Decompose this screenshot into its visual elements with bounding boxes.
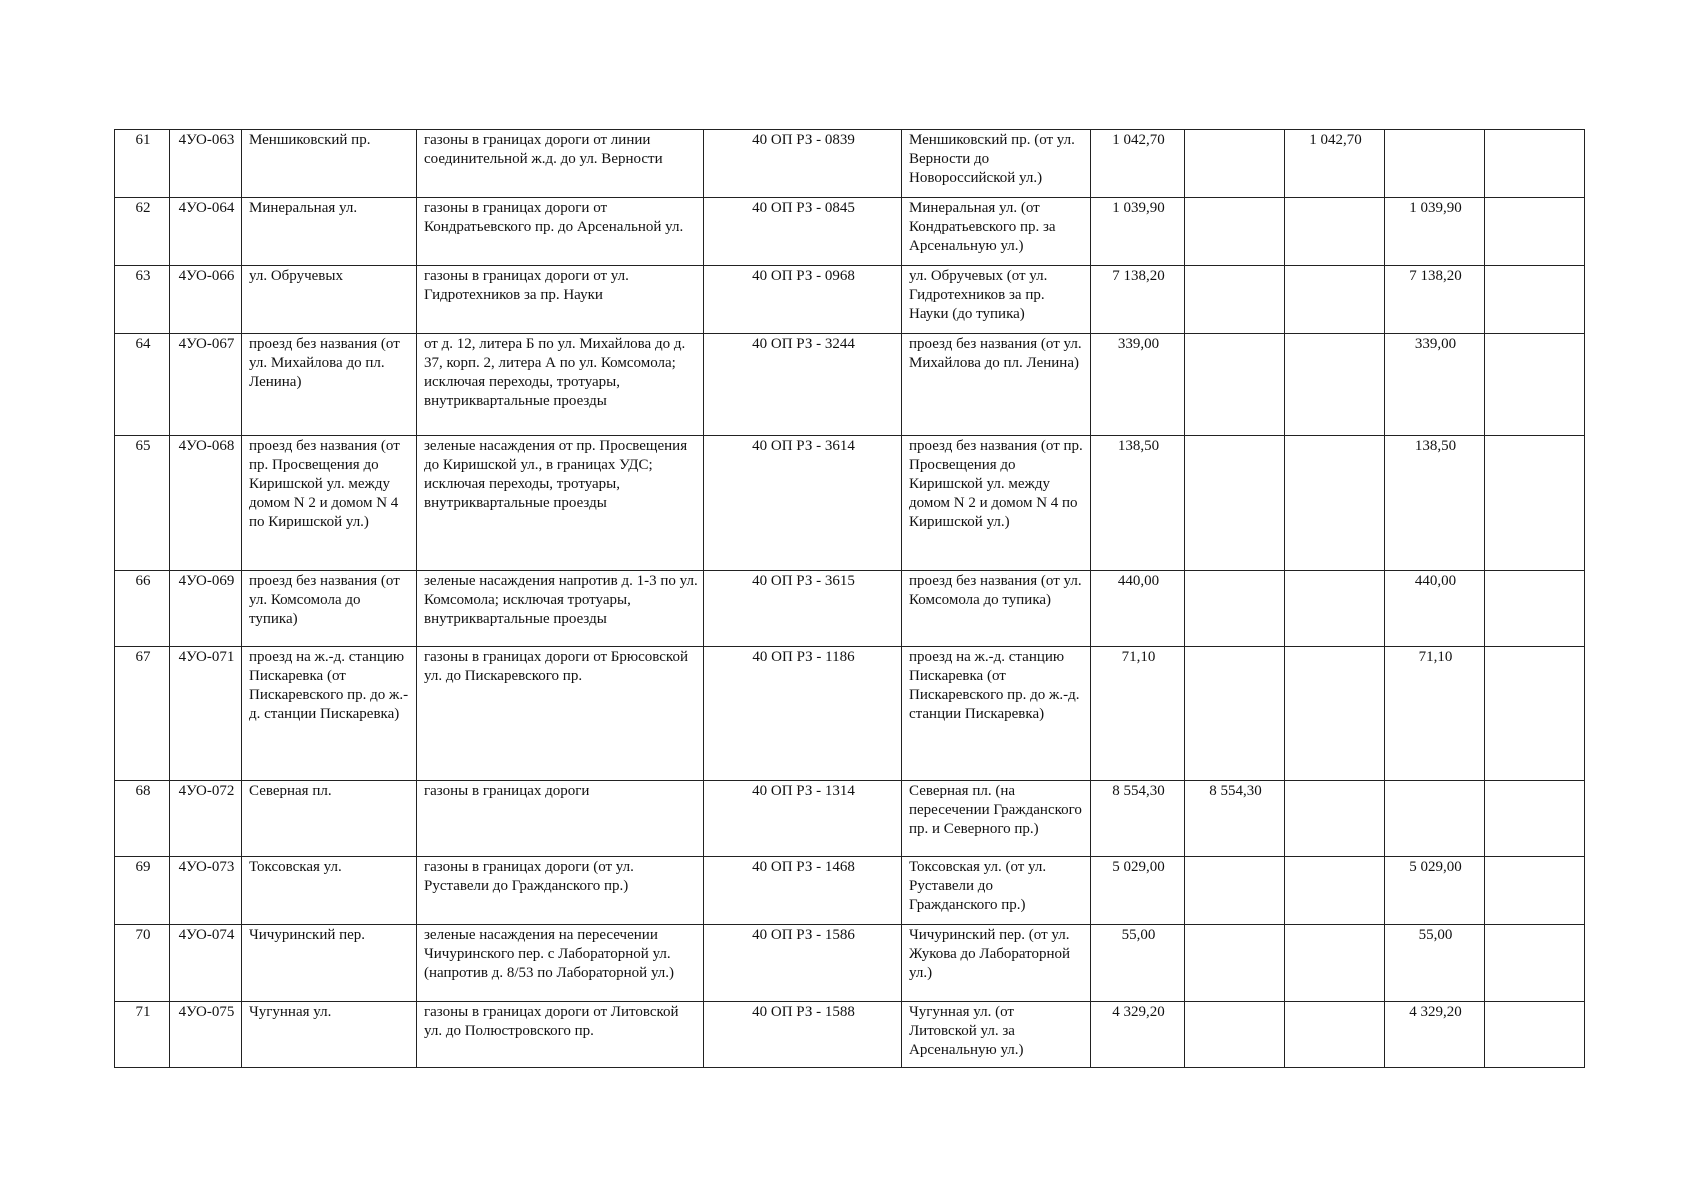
object-description: газоны в границах дороги от ул. Гидротехников за пр. Науки: [417, 266, 704, 334]
area-total: 7 138,20: [1091, 266, 1185, 334]
table-row: [115, 1002, 1585, 1068]
object-description: зеленые насаждения напротив д. 1-3 по ул. Комсомола; исключая тротуары, внутриквартальные проезды: [417, 571, 704, 647]
area-col-3: 55,00: [1385, 925, 1485, 1002]
area-col-2: 1 042,70: [1285, 130, 1385, 198]
road-name: проезд на ж.-д. станцию Пискаревка (от Пискаревского пр. до ж.-д. станции Пискаревка): [902, 647, 1091, 781]
object-name: проезд без названия (от ул. Комсомола до тупика): [242, 571, 417, 647]
area-col-4: [1485, 436, 1585, 571]
object-code: 4УО-072: [170, 781, 242, 857]
row-number: 64: [115, 334, 170, 436]
object-name: Меншиковский пр.: [242, 130, 417, 198]
area-col-3: 4 329,20: [1385, 1002, 1485, 1068]
area-total: 71,10: [1091, 647, 1185, 781]
area-col-2: [1285, 857, 1385, 925]
row-number: 62: [115, 198, 170, 266]
road-registry-id: 40 ОП РЗ - 0968: [704, 266, 902, 334]
table-row: [115, 334, 1585, 436]
area-col-2: [1285, 571, 1385, 647]
road-registry-id: 40 ОП РЗ - 0845: [704, 198, 902, 266]
road-name: проезд без названия (от пр. Просвещения до Киришской ул. между домом N 2 и домом N 4 по Киришской ул.): [902, 436, 1091, 571]
road-registry-id: 40 ОП РЗ - 1186: [704, 647, 902, 781]
area-col-3: 5 029,00: [1385, 857, 1485, 925]
road-registry-id: 40 ОП РЗ - 0839: [704, 130, 902, 198]
area-col-3: 138,50: [1385, 436, 1485, 571]
area-col-1: [1185, 857, 1285, 925]
area-col-4: [1485, 925, 1585, 1002]
area-total: 339,00: [1091, 334, 1185, 436]
area-col-3: [1385, 781, 1485, 857]
object-name: Минеральная ул.: [242, 198, 417, 266]
area-col-2: [1285, 647, 1385, 781]
area-total: 4 329,20: [1091, 1002, 1185, 1068]
area-col-2: [1285, 925, 1385, 1002]
area-col-3: 71,10: [1385, 647, 1485, 781]
table-row: [115, 647, 1585, 781]
table-row: [115, 198, 1585, 266]
object-name: Северная пл.: [242, 781, 417, 857]
road-name: Меншиковский пр. (от ул. Верности до Новороссийской ул.): [902, 130, 1091, 198]
object-code: 4УО-071: [170, 647, 242, 781]
table-row: [115, 857, 1585, 925]
area-col-4: [1485, 198, 1585, 266]
area-col-4: [1485, 130, 1585, 198]
object-description: газоны в границах дороги: [417, 781, 704, 857]
object-code: 4УО-068: [170, 436, 242, 571]
road-registry-id: 40 ОП РЗ - 3614: [704, 436, 902, 571]
row-number: 61: [115, 130, 170, 198]
area-col-1: [1185, 925, 1285, 1002]
road-name: ул. Обручевых (от ул. Гидротехников за пр. Науки (до тупика): [902, 266, 1091, 334]
object-code: 4УО-067: [170, 334, 242, 436]
area-col-1: [1185, 1002, 1285, 1068]
area-col-4: [1485, 334, 1585, 436]
object-code: 4УО-064: [170, 198, 242, 266]
road-registry-id: 40 ОП РЗ - 3244: [704, 334, 902, 436]
area-col-1: [1185, 436, 1285, 571]
area-col-2: [1285, 198, 1385, 266]
object-name: проезд на ж.-д. станцию Пискаревка (от Пискаревского пр. до ж.-д. станции Пискаревка): [242, 647, 417, 781]
row-number: 69: [115, 857, 170, 925]
object-name: Токсовская ул.: [242, 857, 417, 925]
object-name: Чичуринский пер.: [242, 925, 417, 1002]
row-number: 63: [115, 266, 170, 334]
area-col-4: [1485, 266, 1585, 334]
object-description: зеленые насаждения на пересечении Чичуринского пер. с Лабораторной ул. (напротив д. 8/53 по Лабораторной ул.): [417, 925, 704, 1002]
area-col-1: [1185, 266, 1285, 334]
area-total: 138,50: [1091, 436, 1185, 571]
area-col-1: [1185, 198, 1285, 266]
area-col-2: [1285, 266, 1385, 334]
table-row: [115, 436, 1585, 571]
object-name: проезд без названия (от ул. Михайлова до пл. Ленина): [242, 334, 417, 436]
row-number: 65: [115, 436, 170, 571]
road-name: проезд без названия (от ул. Комсомола до тупика): [902, 571, 1091, 647]
area-total: 8 554,30: [1091, 781, 1185, 857]
road-registry-id: 40 ОП РЗ - 1468: [704, 857, 902, 925]
table-row: [115, 925, 1585, 1002]
row-number: 68: [115, 781, 170, 857]
area-col-4: [1485, 647, 1585, 781]
area-col-3: [1385, 130, 1485, 198]
object-description: газоны в границах дороги от Литовской ул. до Полюстровского пр.: [417, 1002, 704, 1068]
object-name: ул. Обручевых: [242, 266, 417, 334]
area-col-4: [1485, 1002, 1585, 1068]
area-total: 55,00: [1091, 925, 1185, 1002]
object-description: газоны в границах дороги от Брюсовской ул. до Пискаревского пр.: [417, 647, 704, 781]
table-row: [115, 266, 1585, 334]
area-col-2: [1285, 334, 1385, 436]
area-col-1: 8 554,30: [1185, 781, 1285, 857]
area-col-2: [1285, 781, 1385, 857]
area-total: 5 029,00: [1091, 857, 1185, 925]
area-col-3: 440,00: [1385, 571, 1485, 647]
row-number: 67: [115, 647, 170, 781]
object-name: проезд без названия (от пр. Просвещения до Киришской ул. между домом N 2 и домом N 4 по Киришской ул.): [242, 436, 417, 571]
area-col-2: [1285, 436, 1385, 571]
area-total: 1 039,90: [1091, 198, 1185, 266]
road-registry-id: 40 ОП РЗ - 1314: [704, 781, 902, 857]
area-col-1: [1185, 647, 1285, 781]
object-description: зеленые насаждения от пр. Просвещения до Киришской ул., в границах УДС; исключая переходы, тротуары, внутриквартальные проезды: [417, 436, 704, 571]
object-description: газоны в границах дороги от линии соединительной ж.д. до ул. Верности: [417, 130, 704, 198]
road-registry-id: 40 ОП РЗ - 3615: [704, 571, 902, 647]
object-code: 4УО-066: [170, 266, 242, 334]
object-code: 4УО-074: [170, 925, 242, 1002]
area-col-3: 339,00: [1385, 334, 1485, 436]
area-col-4: [1485, 857, 1585, 925]
row-number: 71: [115, 1002, 170, 1068]
object-code: 4УО-073: [170, 857, 242, 925]
table-row: [115, 781, 1585, 857]
object-code: 4УО-075: [170, 1002, 242, 1068]
table-row: [115, 571, 1585, 647]
green-areas-table: [114, 129, 1585, 1068]
road-name: Чичуринский пер. (от ул. Жукова до Лабораторной ул.): [902, 925, 1091, 1002]
area-col-2: [1285, 1002, 1385, 1068]
area-col-3: 1 039,90: [1385, 198, 1485, 266]
table-row: [115, 130, 1585, 198]
object-code: 4УО-063: [170, 130, 242, 198]
area-col-4: [1485, 781, 1585, 857]
road-name: Чугунная ул. (от Литовской ул. за Арсенальную ул.): [902, 1002, 1091, 1068]
road-name: Северная пл. (на пересечении Гражданского пр. и Северного пр.): [902, 781, 1091, 857]
road-registry-id: 40 ОП РЗ - 1588: [704, 1002, 902, 1068]
row-number: 66: [115, 571, 170, 647]
area-col-1: [1185, 130, 1285, 198]
road-name: проезд без названия (от ул. Михайлова до пл. Ленина): [902, 334, 1091, 436]
object-description: газоны в границах дороги (от ул. Руставели до Гражданского пр.): [417, 857, 704, 925]
area-col-4: [1485, 571, 1585, 647]
object-description: газоны в границах дороги от Кондратьевского пр. до Арсенальной ул.: [417, 198, 704, 266]
object-description: от д. 12, литера Б по ул. Михайлова до д. 37, корп. 2, литера А по ул. Комсомола; исключая переходы, тротуары, внутриквартальные проезды: [417, 334, 704, 436]
area-col-3: 7 138,20: [1385, 266, 1485, 334]
area-col-1: [1185, 571, 1285, 647]
area-total: 440,00: [1091, 571, 1185, 647]
area-total: 1 042,70: [1091, 130, 1185, 198]
road-name: Минеральная ул. (от Кондратьевского пр. за Арсенальную ул.): [902, 198, 1091, 266]
row-number: 70: [115, 925, 170, 1002]
road-name: Токсовская ул. (от ул. Руставели до Гражданского пр.): [902, 857, 1091, 925]
area-col-1: [1185, 334, 1285, 436]
object-code: 4УО-069: [170, 571, 242, 647]
road-registry-id: 40 ОП РЗ - 1586: [704, 925, 902, 1002]
object-name: Чугунная ул.: [242, 1002, 417, 1068]
